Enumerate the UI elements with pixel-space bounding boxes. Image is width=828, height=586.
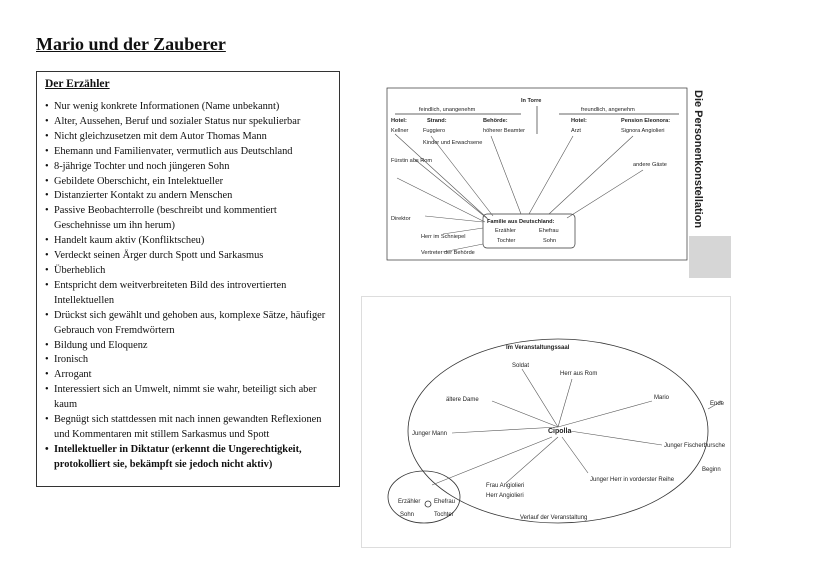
gray-tab [689,236,731,278]
erzaehler-label: Erzähler [495,228,516,234]
gaeste-label: andere Gäste [633,162,667,168]
familie-label: Familie aus Deutschland: [487,219,555,225]
page-title: Mario und der Zauberer [36,34,226,54]
narrator-trait-item-bold: • Intellektueller in Diktatur (erkennt die Ungerechtigkeit, protokolliert sie, bekämpft sie jedoch nicht aktiv) [45,443,331,473]
friendly-label: freundlich, angenehm [581,107,635,113]
narrator-trait-item: • Bildung und Eloquenz [45,339,331,354]
narrator-trait-item: • Gebildete Oberschicht, ein Intelektueller [45,175,331,190]
fuerstin-label: Fürstin aus Rom [391,158,433,164]
hotel2-header: Hotel: [571,118,587,124]
sohn-label: Sohn [543,238,557,244]
cipolla-label: Cipolla [548,428,572,435]
box-heading: Der Erzähler [45,78,110,90]
herr-angiolieri-label: Herr Angiolieri [486,493,524,499]
narrator-trait-item: • Drückst sich gewählt und gehoben aus, komplexe Sätze, häufiger Gebrauch von Fremdwörtern [45,309,331,339]
fuggiero-label: Fuggiero [423,128,446,134]
beginn-label: Beginn [702,467,721,473]
narrator-list [45,100,331,473]
narrator-trait-item: • Verdeckt seinen Ärger durch Spott und Sarkasmus [45,249,331,264]
frau-angiolieri-label: Frau Angiolieri [486,483,525,489]
narrator-trait-item: • Handelt kaum aktiv (Konfliktscheu) [45,234,331,249]
narrator-trait-item: • Entspricht dem weitverbreiteten Bild des introvertierten Intellektuellen [45,279,331,309]
narrator-trait-item: • Ehemann und Familienvater, vermutlich aus Deutschland [45,145,331,160]
narrator-trait-item: • Alter, Aussehen, Beruf und sozialer Status nur spekulierbar [45,115,331,130]
aeltere-dame-label: ältere Dame [446,397,479,403]
vertreter-label: Vertreter der Behörde [421,250,475,256]
side-title-text: Die Personenkonstellation [692,90,704,229]
mario-label: Mario [654,395,670,401]
event-hall-diagram [361,296,731,548]
erzaehler2-label: Erzähler [398,499,421,505]
signora-label: Signora Angiolieri [621,128,665,134]
narrator-trait-item: • Arrogant [45,368,331,383]
fischer-label: Junger Fischerbursche [664,443,726,449]
junger-mann-label: Junger Mann [412,431,448,437]
constellation-diagram [361,74,731,278]
direktor-label: Direktor [391,216,411,222]
kinder-label: Kinder und Erwachsene [423,140,483,146]
narrator-box [36,71,340,487]
narrator-trait-item: • Interessiert sich an Umwelt, nimmt sie wahr, beteiligt sich aber kaum [45,383,331,413]
hall-label: Im Veranstaltungssaal [506,345,570,351]
narrator-trait-item: • Überheblich [45,264,331,279]
hostile-label: feindlich, unangenehm [419,107,476,113]
narrator-trait-item: • Distanzierter Kontakt zu andern Menschen [45,189,331,204]
verlauf-label: Verlauf der Veranstaltung [520,515,588,521]
tochter-label: Tochter [497,238,516,244]
schniepel-label: Herr im Schniepel [421,234,466,240]
narrator-trait-item: • 8-jährige Tochter und noch jüngeren Sohn [45,160,331,175]
ende-label: Ende [710,401,725,407]
hotel-header: Hotel: [391,118,407,124]
soldat-label: Soldat [512,363,530,369]
place-label: In Torre [521,98,542,104]
beamter-label: höherer Beamter [483,128,525,134]
behoerde-header: Behörde: [483,118,508,124]
junger-herr-label: Junger Herr in vorderster Reihe [590,477,675,483]
narrator-trait-item: • Begnügt sich stattdessen mit nach innen gewandten Reflexionen und Kommentaren mit stillem Sarkasmus und Spott [45,413,331,443]
herr-rom-label: Herr aus Rom [560,371,598,377]
arzt-label: Arzt [571,128,581,134]
pension-header: Pension Eleonora: [621,118,671,124]
sohn2-label: Sohn [400,512,415,518]
ehefrau-label: Ehefrau [539,228,559,234]
side-title [689,86,729,236]
tochter2-label: Tochter [434,512,454,518]
narrator-trait-item: • Nur wenig konkrete Informationen (Name unbekannt) [45,100,331,115]
narrator-trait-item: • Nicht gleichzusetzen mit dem Autor Thomas Mann [45,130,331,145]
ehefrau2-label: Ehefrau [434,499,456,505]
narrator-trait-item: • Passive Beobachterrolle (beschreibt und kommentiert Geschehnisse um ihn herum) [45,204,331,234]
kellner-label: Kellner [391,128,409,134]
narrator-trait-item: • Ironisch [45,353,331,368]
strand-header: Strand: [427,118,447,124]
